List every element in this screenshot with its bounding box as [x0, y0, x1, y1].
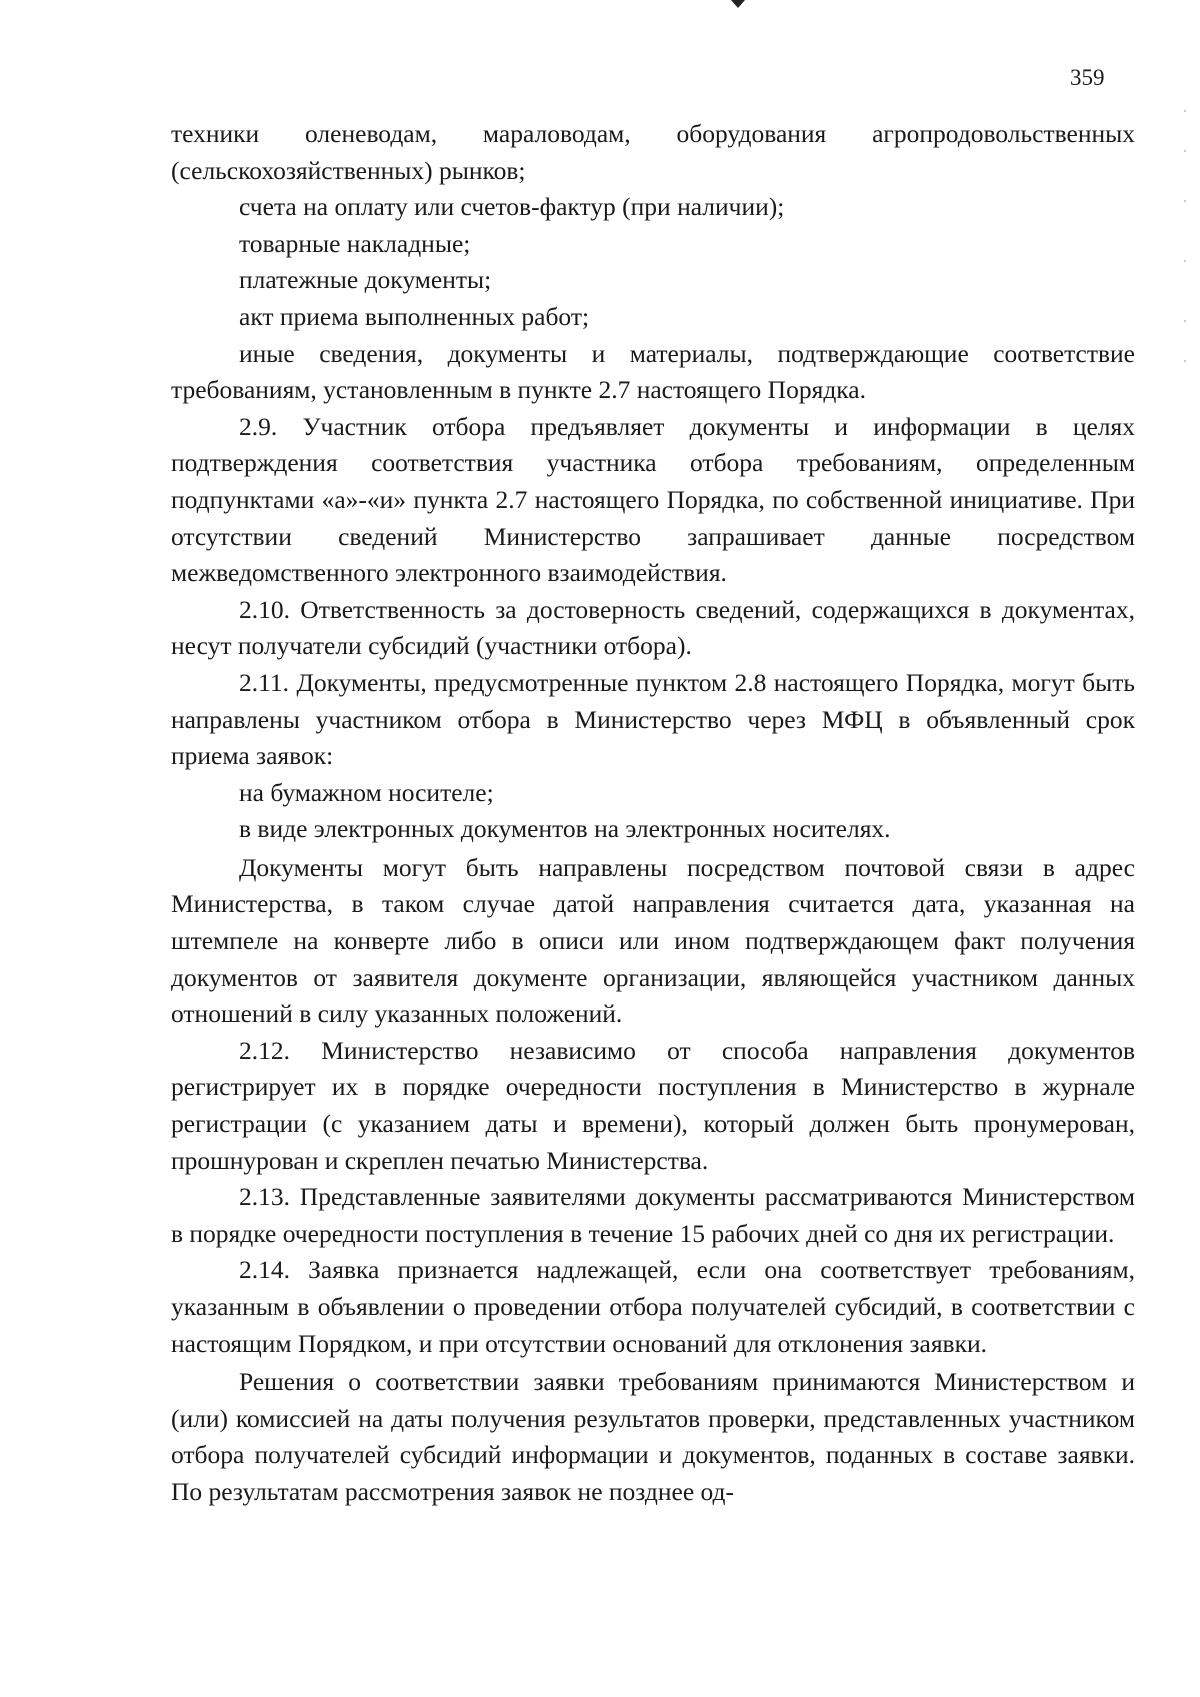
list-item: счета на оплату или счетов-фактур (при наличии);: [239, 192, 785, 222]
clause-2-12: 2.12. Министерство независимо от способа направления документов регистрирует их в порядке очередности поступления в Министерство в журнале регистрации (с указанием даты и времени), который должен быть пронумерован, прошнурован и скреплен печатью Министерства.: [171, 1035, 1135, 1175]
page-number: 359: [1070, 65, 1105, 90]
clause-2-11: 2.11. Документы, предусмотренные пунктом 2.8 настоящего Порядка, могут быть направлены участником отбора в Министерство через МФЦ в объявленный срок приема заявок:: [171, 667, 1135, 771]
clause-2-9: 2.9. Участник отбора предъявляет документы и информации в целях подтверждения соответствия участника отбора требованиям, определенным подпунктами «а»-«и» пункта 2.7 настоящего Порядка, по собственной инициативе. При отсутствии сведений Министерство запрашивает данные посредством межведомственного электронного взаимодействия.: [171, 411, 1135, 588]
list-item: товарные накладные;: [239, 228, 471, 258]
list-item: платежные документы;: [239, 265, 492, 295]
list-item: иные сведения, документы и материалы, подтверждающие соответствие требованиям, установленным в пункте 2.7 настоящего Порядка.: [171, 338, 1135, 405]
clause-2-14: 2.14. Заявка признается надлежащей, если она соответствует требованиям, указанным в объявлении о проведении отбора получателей субсидий, в соответствии с настоящим Порядком, и при отсутствии оснований для отклонения заявки.: [171, 1255, 1135, 1358]
scan-arrow-mark: [731, 0, 745, 8]
list-item: акт приема выполненных работ;: [239, 301, 590, 331]
clause-2-13: 2.13. Представленные заявителями документы рассматриваются Министерством в порядке очередности поступления в течение 15 рабочих дней со дня их регистрации.: [171, 1182, 1135, 1248]
scan-artifact: [1184, 110, 1190, 370]
paragraph: Решения о соответствии заявки требованиям принимаются Министерством и (или) комиссией на даты получения результатов проверки, представленных участником отбора получателей субсидий информации и документов, поданных в составе заявки. По результатам рассмотрения заявок не позднее од-: [171, 1367, 1135, 1506]
paragraph: Документы могут быть направлены посредством почтовой связи в адрес Министерства, в таком случае датой направления считается дата, указанная на штемпеле на конверте либо в описи или ином подтверждающем факт получения документов от заявителя документе организации, являющейся участником данных отношений в силу указанных положений.: [171, 852, 1135, 1029]
list-item: в виде электронных документов на электронных носителях.: [239, 814, 891, 844]
list-item: на бумажном носителе;: [239, 777, 494, 807]
paragraph: техники оленеводам, мараловодам, оборудования агропродовольственных (сельскохозяйственных) рынков;: [171, 119, 1135, 185]
document-body: [171, 116, 1135, 1511]
clause-2-10: 2.10. Ответственность за достоверность сведений, содержащихся в документах, несут получатели субсидий (участники отбора).: [171, 594, 1135, 661]
